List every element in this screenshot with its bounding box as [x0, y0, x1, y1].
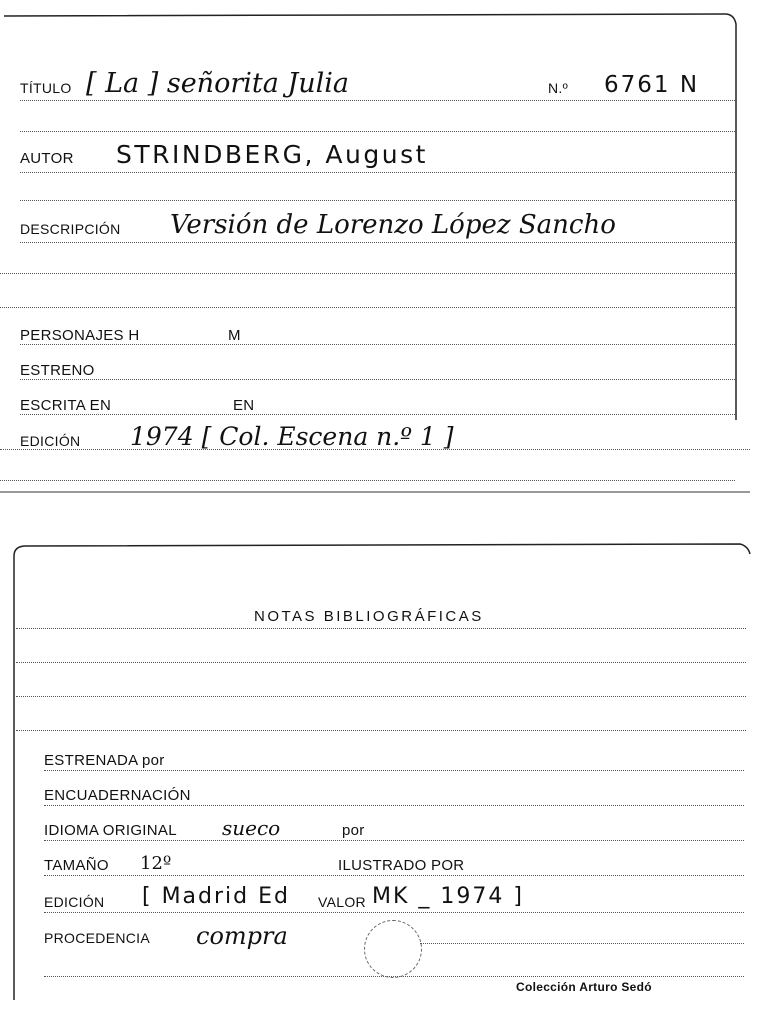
titulo-line-2	[20, 131, 735, 132]
descripcion-line-3	[0, 307, 735, 308]
descripcion-line-2	[0, 273, 735, 274]
estrenada-label: ESTRENADA por	[44, 752, 165, 769]
encuadernacion-label: ENCUADERNACIÓN	[44, 787, 191, 804]
tamano-line	[44, 875, 744, 876]
procedencia-line-2	[44, 976, 744, 977]
notas-line-2	[16, 662, 746, 663]
escrita-line	[20, 414, 735, 415]
idioma-value: sueco	[222, 816, 281, 840]
estreno-line	[20, 379, 735, 380]
numero-value: 6761 N	[604, 72, 700, 98]
ilustrado-label: ILUSTRADO POR	[338, 857, 465, 874]
idioma-label: IDIOMA ORIGINAL	[44, 822, 177, 839]
edicion-line-2	[0, 480, 735, 481]
stamp-circle	[364, 920, 422, 978]
estrenada-line	[44, 770, 744, 771]
personajes-label: PERSONAJES H	[20, 327, 140, 344]
autor-label: AUTOR	[20, 150, 74, 167]
titulo-line	[20, 100, 735, 101]
catalog-card-back	[0, 540, 759, 1028]
tamano-value: 12º	[140, 853, 172, 874]
notas-line-4	[16, 730, 746, 731]
numero-label: N.º	[548, 80, 569, 96]
tamano-label: TAMAÑO	[44, 857, 109, 874]
edicion-value: 1974 [ Col. Escena n.º 1 ]	[130, 422, 454, 451]
idioma-line	[44, 840, 744, 841]
descripcion-line	[20, 242, 735, 243]
escrita-en-label: EN	[233, 397, 255, 414]
descripcion-label: DESCRIPCIÓN	[20, 221, 121, 237]
estreno-label: ESTRENO	[20, 362, 95, 379]
procedencia-value: compra	[196, 922, 288, 950]
catalog-card-front	[0, 0, 759, 500]
escrita-label: ESCRITA EN	[20, 397, 112, 414]
titulo-value: [ La ] señorita Julia	[86, 68, 349, 99]
valor-label: VALOR	[318, 894, 366, 910]
notas-line-1	[16, 628, 746, 629]
procedencia-line	[420, 943, 744, 944]
notas-heading: NOTAS BIBLIOGRÁFICAS	[254, 608, 484, 625]
procedencia-label: PROCEDENCIA	[44, 930, 150, 946]
autor-value: STRINDBERG, August	[116, 140, 428, 169]
back-edicion-label: EDICIÓN	[44, 894, 105, 910]
autor-line-2	[20, 200, 735, 201]
back-edicion-value-1: [ Madrid Ed	[142, 884, 290, 909]
edicion-label: EDICIÓN	[20, 433, 81, 449]
personajes-m-label: M	[228, 327, 241, 344]
descripcion-value: Versión de Lorenzo López Sancho	[170, 210, 616, 240]
notas-line-3	[16, 696, 746, 697]
encuadernacion-line	[44, 805, 744, 806]
titulo-label: TÍTULO	[20, 80, 72, 96]
collection-footer: Colección Arturo Sedó	[516, 980, 652, 994]
back-edicion-line	[44, 912, 744, 913]
autor-line	[20, 172, 735, 173]
back-edicion-value-2: MK _ 1974 ]	[372, 884, 524, 909]
idioma-por-label: por	[342, 822, 365, 839]
personajes-line	[20, 344, 735, 345]
edicion-line	[0, 449, 750, 450]
